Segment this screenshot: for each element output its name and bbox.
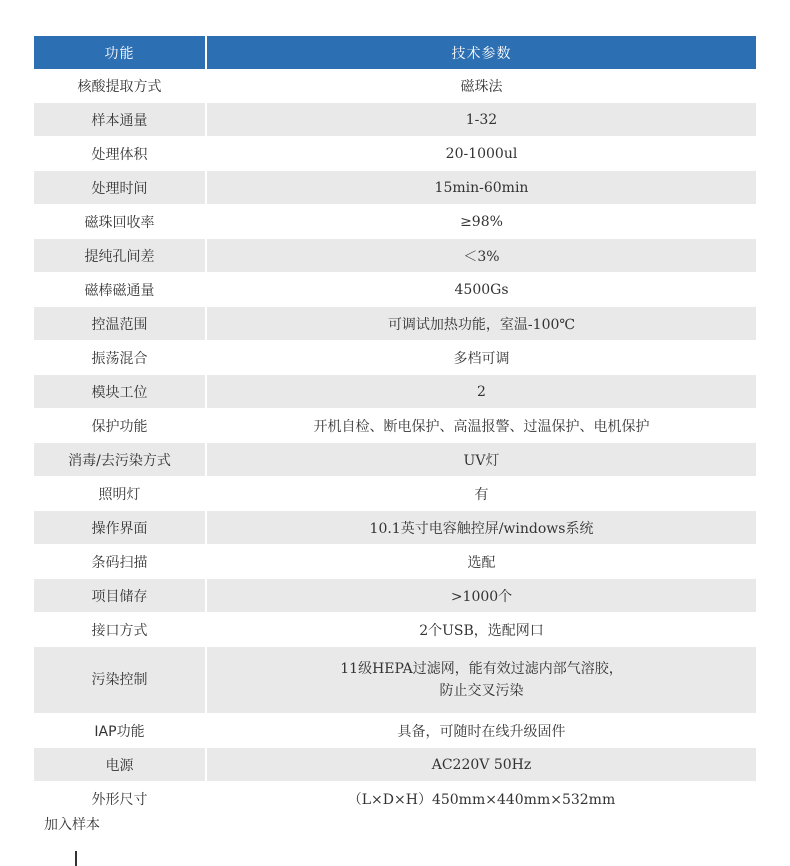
table-row	[34, 273, 756, 307]
table-row	[34, 409, 756, 443]
row-value-line-2: 防止交叉污染	[439, 683, 524, 699]
row-value: 15min-60min	[207, 171, 756, 205]
table-row	[34, 613, 756, 647]
row-value: 1-32	[207, 103, 756, 137]
table-row	[34, 545, 756, 579]
row-label: 项目储存	[34, 579, 207, 613]
row-label: 样本通量	[34, 103, 207, 137]
row-label: 处理时间	[34, 171, 207, 205]
table-row	[34, 579, 756, 613]
header-params: 技术参数	[207, 36, 756, 69]
table-row	[34, 205, 756, 239]
table-row	[34, 307, 756, 341]
table-row	[34, 782, 756, 816]
row-value: 多档可调	[207, 341, 756, 375]
row-label: 磁珠回收率	[34, 205, 207, 239]
row-value: UV灯	[207, 443, 756, 477]
row-label: 保护功能	[34, 409, 207, 443]
table-row	[34, 239, 756, 273]
row-value: 具备，可随时在线升级固件	[207, 714, 756, 748]
row-value: ≥98%	[207, 205, 756, 239]
row-value: （L×D×H）450mm×440mm×532mm	[207, 782, 756, 816]
row-label: 振荡混合	[34, 341, 207, 375]
row-value: 选配	[207, 545, 756, 579]
table-row	[34, 511, 756, 545]
row-value: 2个USB，选配网口	[207, 613, 756, 647]
row-value: 开机自检、断电保护、高温报警、过温保护、电机保护	[207, 409, 756, 443]
table-row	[34, 103, 756, 137]
table-row	[34, 748, 756, 782]
row-label: 磁棒磁通量	[34, 273, 207, 307]
table-row	[34, 477, 756, 511]
row-label: 处理体积	[34, 137, 207, 171]
table-row	[34, 137, 756, 171]
row-value-line-1: 11级HEPA过滤网，能有效过滤内部气溶胶，	[340, 661, 623, 677]
table-row	[34, 341, 756, 375]
row-label: 外形尺寸	[34, 782, 207, 816]
row-value: 有	[207, 477, 756, 511]
row-label: 电源	[34, 748, 207, 782]
table-header-row	[34, 36, 756, 69]
row-value: 20-1000ul	[207, 137, 756, 171]
row-value: 可调试加热功能，室温-100℃	[207, 307, 756, 341]
row-value: 4500Gs	[207, 273, 756, 307]
row-label: 污染控制	[34, 647, 207, 714]
row-label: 模块工位	[34, 375, 207, 409]
spec-table	[34, 36, 756, 816]
row-label: 消毒/去污染方式	[34, 443, 207, 477]
table-row	[34, 375, 756, 409]
text-cursor	[75, 851, 77, 866]
table-row	[34, 171, 756, 205]
row-label: 提纯孔间差	[34, 239, 207, 273]
table-row	[34, 443, 756, 477]
row-label: 核酸提取方式	[34, 69, 207, 103]
row-value: 2	[207, 375, 756, 409]
row-value: 10.1英寸电容触控屏/windows系统	[207, 511, 756, 545]
table-row	[34, 647, 756, 714]
row-label: 接口方式	[34, 613, 207, 647]
row-label: 条码扫描	[34, 545, 207, 579]
row-label: 照明灯	[34, 477, 207, 511]
row-label: 操作界面	[34, 511, 207, 545]
row-value	[207, 647, 756, 714]
section-label: 加入样本	[44, 817, 100, 833]
table-row	[34, 714, 756, 748]
table-row	[34, 69, 756, 103]
row-label: IAP功能	[34, 714, 207, 748]
row-value: ＜3%	[207, 239, 756, 273]
row-value: 磁珠法	[207, 69, 756, 103]
row-value: AC220V 50Hz	[207, 748, 756, 782]
header-feature: 功能	[34, 36, 207, 69]
row-label: 控温范围	[34, 307, 207, 341]
row-value: >1000个	[207, 579, 756, 613]
